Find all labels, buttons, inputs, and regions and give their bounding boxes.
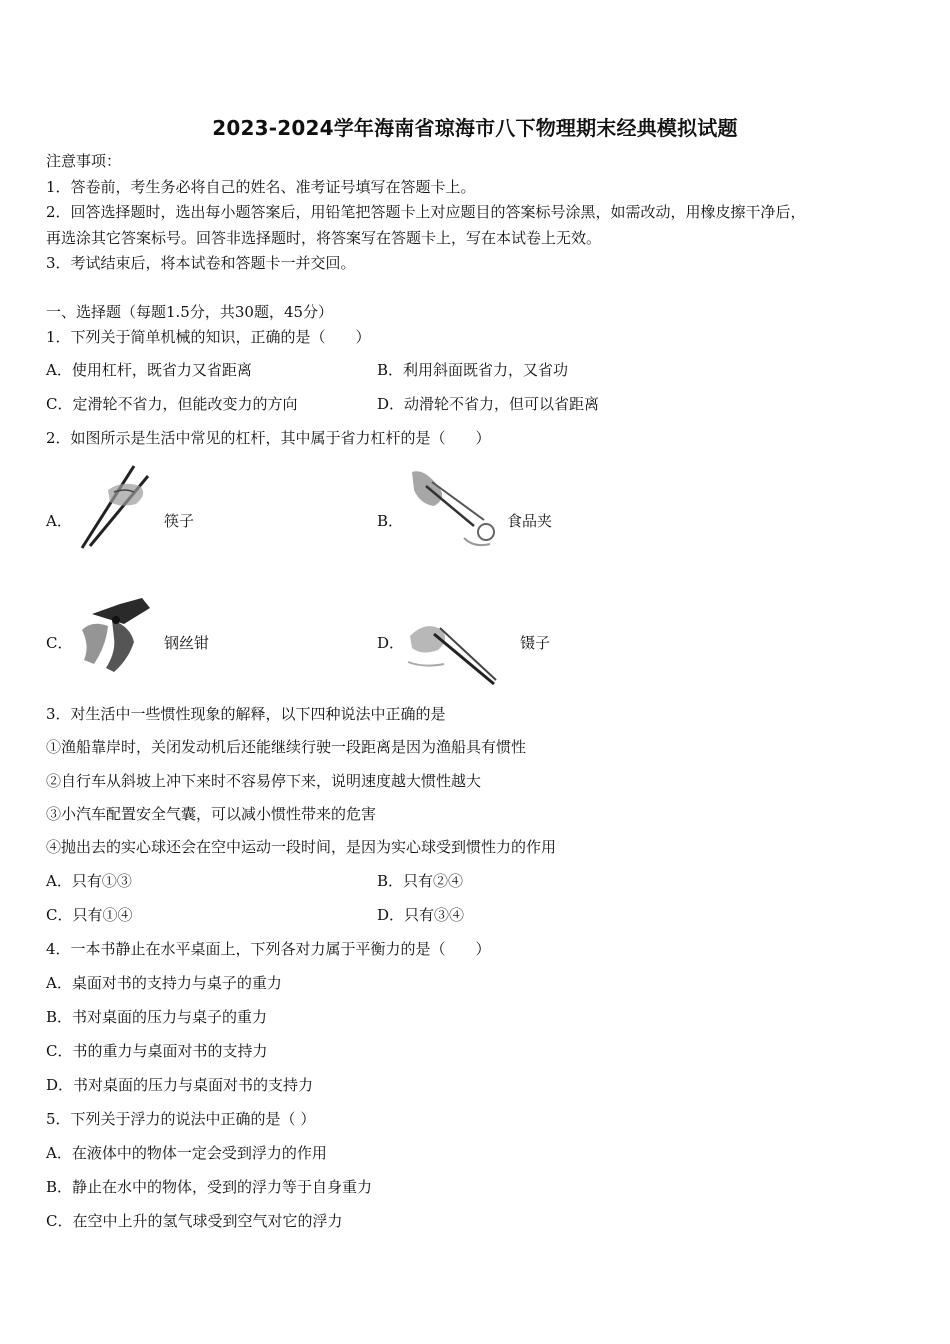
question-2-option-a-letter[interactable]: A． <box>46 512 72 530</box>
question-1-option-a[interactable]: A．使用杠杆，既省力又省距离 <box>46 361 252 379</box>
question-5-option-c[interactable]: C．在空中上升的氢气球受到空气对它的浮力 <box>46 1212 343 1230</box>
question-2-option-c-label: 钢丝钳 <box>164 634 210 652</box>
question-2-option-b-label: 食品夹 <box>507 512 553 530</box>
question-3-option-b[interactable]: B．只有②④ <box>377 872 464 890</box>
question-3-option-c[interactable]: C．只有①④ <box>46 906 133 924</box>
question-4-option-a[interactable]: A．桌面对书的支持力与桌子的重力 <box>46 974 282 992</box>
notice-item: 1．答卷前，考生务必将自己的姓名、准考证号填写在答题卡上。 <box>46 178 476 196</box>
question-3-statement: ③小汽车配置安全气囊，可以减小惯性带来的危害 <box>46 805 377 823</box>
question-4-stem: 4．一本书静止在水平桌面上，下列各对力属于平衡力的是（ ） <box>46 940 491 958</box>
question-5-stem: 5．下列关于浮力的说法中正确的是（ ） <box>46 1110 316 1128</box>
question-2-option-d-letter[interactable]: D． <box>377 634 405 652</box>
question-3-statement: ④抛出去的实心球还会在空中运动一段时间，是因为实心球受到惯性力的作用 <box>46 838 557 856</box>
question-5-option-a[interactable]: A．在液体中的物体一定会受到浮力的作用 <box>46 1144 327 1162</box>
question-2-option-b-letter[interactable]: B． <box>377 512 404 530</box>
question-5-option-b[interactable]: B．静止在水中的物体，受到的浮力等于自身重力 <box>46 1178 373 1196</box>
question-1-option-d[interactable]: D．动滑轮不省力，但可以省距离 <box>377 395 600 413</box>
question-3-statement: ①渔船靠岸时，关闭发动机后还能继续行驶一段距离是因为渔船具有惯性 <box>46 738 527 756</box>
question-4-option-c[interactable]: C．书的重力与桌面对书的支持力 <box>46 1042 268 1060</box>
notice-item: 3．考试结束后，将本试卷和答题卡一并交回。 <box>46 254 356 272</box>
question-1-stem: 1．下列关于简单机械的知识，正确的是（ ） <box>46 328 371 346</box>
chopsticks-icon <box>70 462 155 552</box>
question-1-option-c[interactable]: C．定滑轮不省力，但能改变力的方向 <box>46 395 298 413</box>
question-3-stem: 3．对生活中一些惯性现象的解释，以下四种说法中正确的是 <box>46 705 446 723</box>
food-tongs-icon <box>404 464 504 554</box>
question-3-statement: ②自行车从斜坡上冲下来时不容易停下来，说明速度越大惯性越大 <box>46 772 482 790</box>
page-title: 2023-2024学年海南省琼海市八下物理期末经典模拟试题 <box>212 116 738 140</box>
question-4-option-b[interactable]: B．书对桌面的压力与桌子的重力 <box>46 1008 268 1026</box>
question-1-option-b[interactable]: B．利用斜面既省力，又省功 <box>377 361 569 379</box>
question-2-option-d-label: 镊子 <box>520 634 551 652</box>
question-2-option-c-letter[interactable]: C． <box>46 634 73 652</box>
question-3-option-d[interactable]: D．只有③④ <box>377 906 465 924</box>
pliers-icon <box>72 590 162 682</box>
tweezers-icon <box>404 606 504 688</box>
question-2-option-a-label: 筷子 <box>164 512 195 530</box>
question-4-option-d[interactable]: D．书对桌面的压力与桌面对书的支持力 <box>46 1076 314 1094</box>
notice-heading: 注意事项： <box>46 152 122 170</box>
question-3-option-a[interactable]: A．只有①③ <box>46 872 132 890</box>
section-heading: 一、选择题（每题1.5分，共30题，45分） <box>46 303 334 321</box>
notice-item: 再选涂其它答案标号。回答非选择题时，将答案写在答题卡上，写在本试卷上无效。 <box>46 229 602 247</box>
question-2-stem: 2．如图所示是生活中常见的杠杆，其中属于省力杠杆的是（ ） <box>46 429 491 447</box>
notice-item: 2．回答选择题时，选出每小题答案后，用铅笔把答题卡上对应题目的答案标号涂黑，如需改动，用橡皮擦干净后， <box>46 203 806 221</box>
